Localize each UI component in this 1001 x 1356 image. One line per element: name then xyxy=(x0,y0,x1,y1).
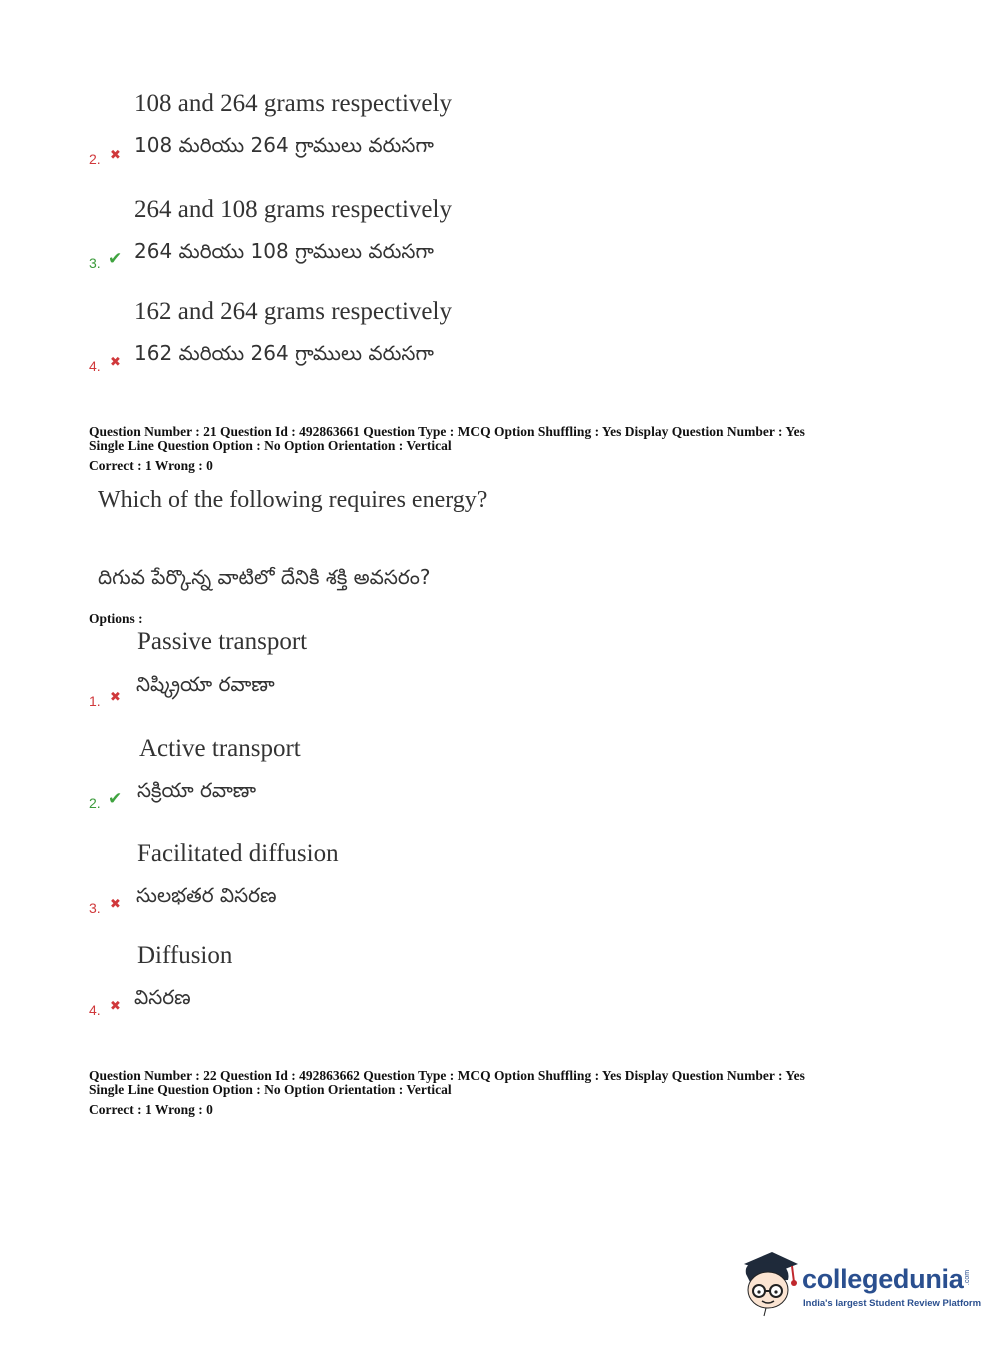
cross-icon: ✖ xyxy=(110,897,121,912)
question-text-english: Which of the following requires energy? xyxy=(98,487,488,513)
option-1-telugu: నిష్క్రియా రవాణా xyxy=(136,672,275,696)
score-line: Correct : 1 Wrong : 0 xyxy=(89,458,213,473)
option-1-number: 1. xyxy=(89,693,101,709)
question-meta-line: Single Line Question Option : No Option Orientation : Vertical xyxy=(89,438,452,453)
option-4-telugu: విసరణ xyxy=(134,985,191,1009)
cross-icon: ✖ xyxy=(110,355,121,370)
mascot-icon xyxy=(740,1248,802,1318)
question-text-telugu: దిగువ పేర్కొన్న వాటిలో దేనికి శక్తి అవసరం? xyxy=(98,565,431,589)
option-4-number: 4. xyxy=(89,1002,101,1018)
option-3-telugu: సులభతర విసరణ xyxy=(136,883,277,907)
logo-tagline: India's largest Student Review Platform xyxy=(803,1298,982,1309)
question-meta-line: Single Line Question Option : No Option Orientation : Vertical xyxy=(89,1082,452,1097)
option-1-english: Passive transport xyxy=(137,628,308,655)
option-2-english: Active transport xyxy=(139,735,301,762)
option-4-english: 162 and 264 grams respectively xyxy=(134,298,452,325)
option-4-telugu: 162 మరియు 264 గ్రాములు వరుసగా xyxy=(134,341,434,365)
option-2-number: 2. xyxy=(89,795,101,811)
options-label: Options : xyxy=(89,611,143,626)
cross-icon: ✖ xyxy=(110,690,121,705)
option-2-number: 2. xyxy=(89,151,101,167)
option-3-number: 3. xyxy=(89,255,101,271)
option-2-telugu: సక్రియా రవాణా xyxy=(137,778,257,802)
question-meta-line: Question Number : 21 Question Id : 492863661 Question Type : MCQ Option Shuffling : Yes Display Question Number : Yes xyxy=(89,424,805,439)
option-3-telugu: 264 మరియు 108 గ్రాములు వరుసగా xyxy=(134,239,434,263)
cross-icon: ✖ xyxy=(110,148,121,163)
option-4-english: Diffusion xyxy=(137,942,233,969)
option-4-number: 4. xyxy=(89,358,101,374)
option-2-english: 108 and 264 grams respectively xyxy=(134,90,452,117)
option-3-english: 264 and 108 grams respectively xyxy=(134,196,452,223)
logo-suffix: .com xyxy=(964,1269,972,1286)
score-line: Correct : 1 Wrong : 0 xyxy=(89,1102,213,1117)
collegedunia-logo xyxy=(740,1248,980,1320)
option-2-telugu: 108 మరియు 264 గ్రాములు వరుసగా xyxy=(134,133,434,157)
cross-icon: ✖ xyxy=(110,999,121,1014)
check-icon: ✔ xyxy=(108,789,123,809)
question-meta-line: Question Number : 22 Question Id : 492863662 Question Type : MCQ Option Shuffling : Yes Display Question Number : Yes xyxy=(89,1068,805,1083)
logo-wordmark: collegedunia xyxy=(802,1264,964,1294)
option-3-english: Facilitated diffusion xyxy=(137,840,339,867)
check-icon: ✔ xyxy=(108,249,123,269)
option-3-number: 3. xyxy=(89,900,101,916)
